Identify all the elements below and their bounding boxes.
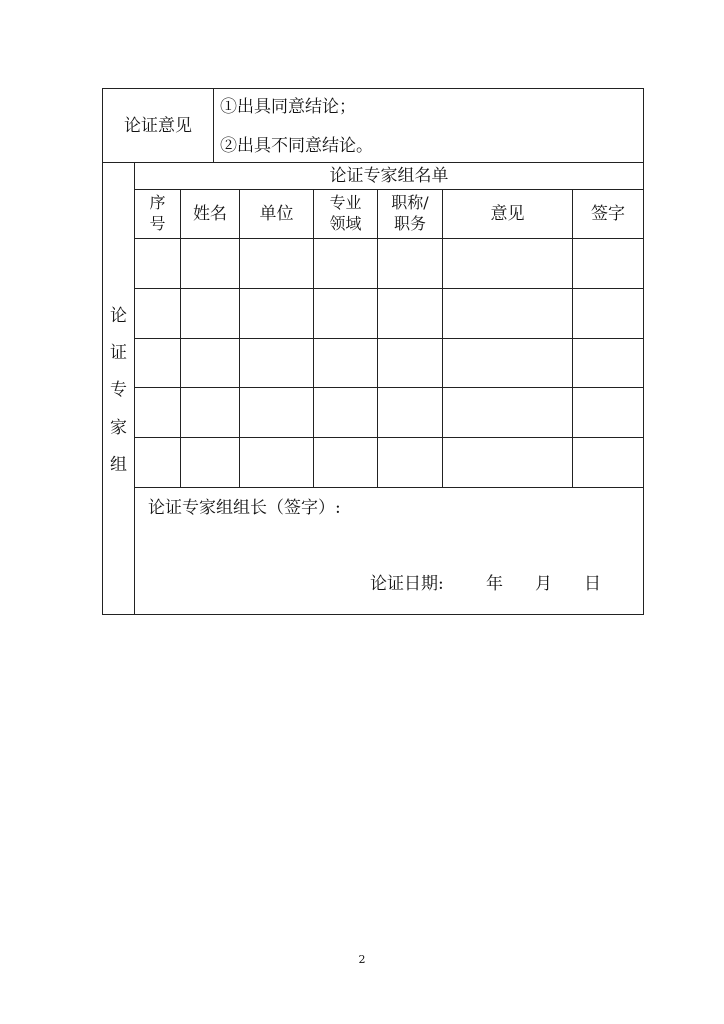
header-signature: 签字 [591,204,625,224]
header-title-line2: 职务 [393,214,426,233]
demonstration-date-label: 论证日期: [370,574,444,594]
header-index-line1: 序 [149,193,166,212]
header-unit: 单位 [259,204,294,224]
header-field [314,192,377,234]
row-line-5 [134,487,644,488]
header-index-line2: 号 [149,214,166,233]
opinion-divider [213,88,214,163]
group-label-char-5: 组 [110,455,127,475]
row-line-3 [134,387,644,388]
list-title-bottom [134,189,644,190]
col-line-6 [572,189,573,488]
expert-list-title: 论证专家组名单 [329,166,449,186]
row-line-2 [134,338,644,339]
opinion-option-agree: ①出具同意结论； [220,97,356,117]
header-row-bottom [134,238,644,239]
group-leader-signature-label: 论证专家组组长（签字）: [148,498,341,518]
group-label-char-1: 论 [110,306,127,326]
group-label-char-2: 证 [110,343,127,363]
col-line-1 [180,189,181,488]
date-month: 月 [535,574,552,594]
date-year: 年 [486,574,503,594]
group-label-char-3: 专 [110,380,127,400]
header-field-line1: 专业 [329,193,362,212]
col-line-5 [442,189,443,488]
table-border-bottom [102,614,644,615]
header-name: 姓名 [193,204,227,224]
table-border-top [102,88,644,89]
header-index [135,192,180,234]
opinion-option-disagree: ②出具不同意结论。 [220,136,373,156]
date-day: 日 [584,574,601,594]
header-title-position [378,192,442,234]
opinion-row-bottom [102,162,644,163]
opinion-label: 论证意见 [124,116,192,136]
table-border-right [643,88,644,615]
group-label-char-4: 家 [110,418,127,438]
col-line-2 [239,189,240,488]
header-title-line1: 职称/ [391,193,429,212]
row-line-4 [134,437,644,438]
header-opinion: 意见 [490,204,525,224]
page-number: 2 [358,953,366,966]
row-line-1 [134,288,644,289]
header-field-line2: 领域 [329,214,362,233]
